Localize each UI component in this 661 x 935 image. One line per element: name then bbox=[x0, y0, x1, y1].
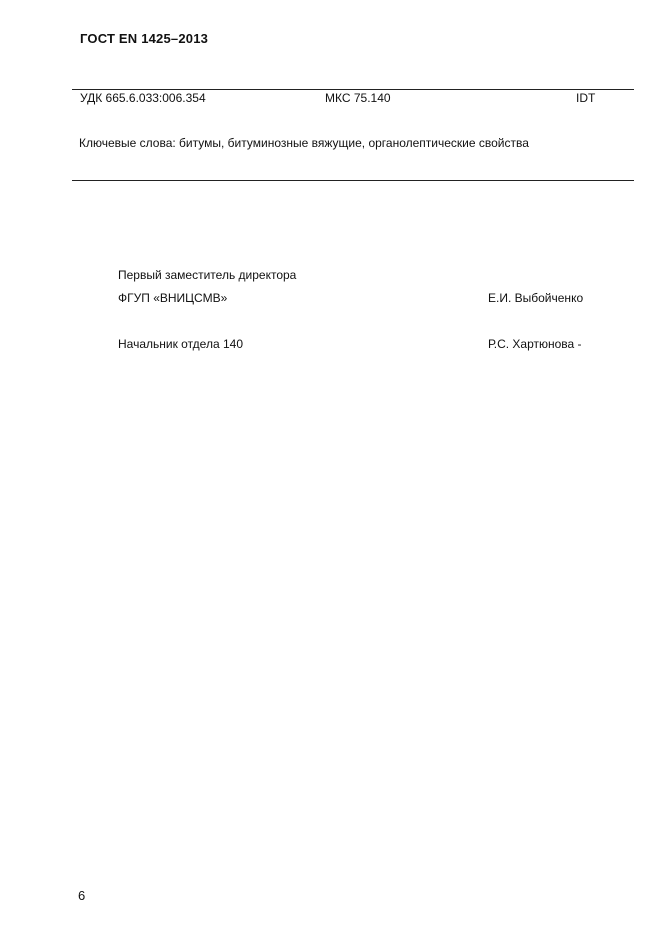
second-signatory-name: Р.С. Хартюнова - bbox=[488, 337, 582, 351]
mks-code: МКС 75.140 bbox=[325, 91, 391, 105]
udk-code: УДК 665.6.033:006.354 bbox=[80, 91, 206, 105]
bottom-divider bbox=[72, 180, 634, 181]
page-number: 6 bbox=[78, 888, 86, 903]
first-signatory-organization: ФГУП «ВНИЦСМВ» bbox=[118, 291, 228, 305]
top-divider bbox=[72, 89, 634, 90]
keywords-line: Ключевые слова: битумы, битуминозные вяжущие, органолептические свойства bbox=[79, 136, 529, 150]
second-signatory-position: Начальник отдела 140 bbox=[118, 337, 243, 351]
idt-marker: IDT bbox=[576, 91, 596, 105]
first-signatory-position: Первый заместитель директора bbox=[118, 268, 297, 282]
document-title: ГОСТ EN 1425–2013 bbox=[80, 31, 209, 46]
first-signatory-name: Е.И. Выбойченко bbox=[488, 291, 584, 305]
